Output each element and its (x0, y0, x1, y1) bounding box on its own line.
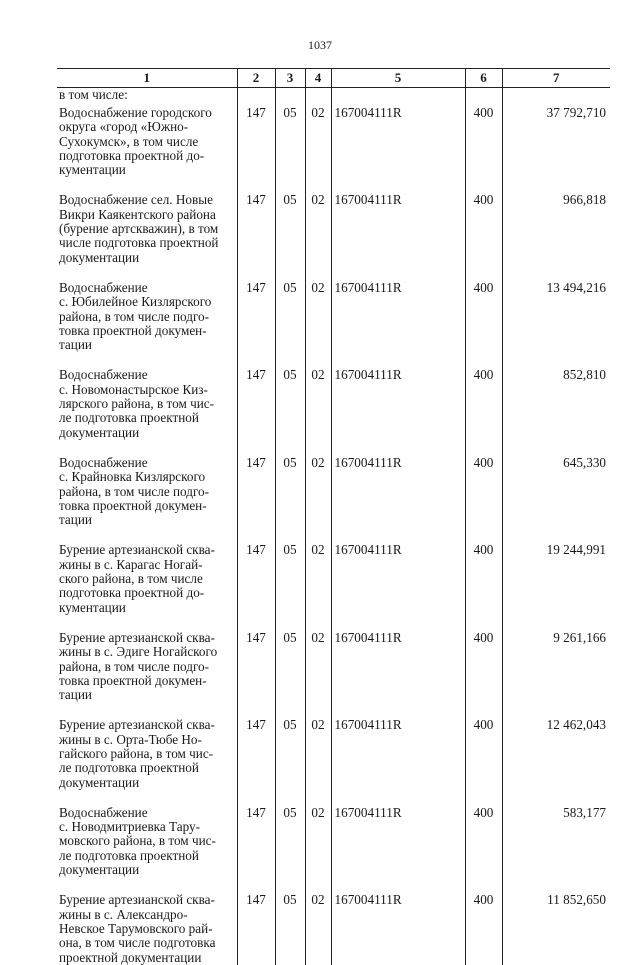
row-col-3: 05 (275, 543, 305, 614)
row-name-line: Водоснабжение сел. Новые (59, 192, 213, 208)
row-name-line: Водоснабжение (59, 279, 148, 295)
row-col-4: 02 (305, 893, 331, 964)
row-col-6: 400 (465, 893, 502, 964)
row-name-line: документации (59, 249, 140, 265)
row-name-line: района, в том числе подго- (59, 658, 210, 674)
row-col-6: 400 (465, 368, 502, 439)
row-col-6: 400 (465, 631, 502, 702)
row-amount: 645,330 (502, 456, 610, 527)
header-col-2: 2 (237, 69, 275, 88)
row-code: 167004111R (331, 368, 465, 439)
row-name-line: числе подготовка проектной (59, 235, 219, 251)
row-name-line: она, в том числе подготовка (59, 935, 216, 951)
header-col-1: 1 (57, 69, 237, 88)
row-spacer (57, 615, 610, 631)
row-name (57, 106, 237, 177)
row-name-line: лярского района, в том чис- (59, 396, 215, 412)
row-name (57, 456, 237, 527)
row-name-line: Бурение артезианской сква- (59, 717, 215, 733)
row-spacer (57, 440, 610, 456)
row-name-line: Невское Тарумовского рай- (59, 920, 213, 936)
header-col-5: 5 (331, 69, 465, 88)
row-code: 167004111R (331, 806, 465, 877)
table-row (57, 106, 610, 177)
table-row (57, 543, 610, 614)
row-col-2: 147 (237, 631, 275, 702)
row-name (57, 368, 237, 439)
row-name-line: Водоснабжение (59, 454, 148, 470)
table-row (57, 368, 610, 439)
row-name-line: подготовка проектной до- (59, 147, 205, 163)
row-col-2: 147 (237, 456, 275, 527)
row-amount: 11 852,650 (502, 893, 610, 964)
row-code: 167004111R (331, 281, 465, 352)
row-name (57, 631, 237, 702)
row-code: 167004111R (331, 193, 465, 264)
row-amount: 583,177 (502, 806, 610, 877)
row-name-line: округа «город «Южно- (59, 119, 189, 135)
row-col-3: 05 (275, 631, 305, 702)
row-name-line: кументации (59, 162, 126, 178)
row-col-2: 147 (237, 106, 275, 177)
row-name-line: Бурение артезианской сква- (59, 542, 215, 558)
row-name-line: товка проектной докумен- (59, 497, 207, 513)
row-name (57, 543, 237, 614)
row-col-3: 05 (275, 718, 305, 789)
row-amount: 19 244,991 (502, 543, 610, 614)
row-col-3: 05 (275, 456, 305, 527)
row-col-6: 400 (465, 281, 502, 352)
row-col-2: 147 (237, 893, 275, 964)
table-row (57, 281, 610, 352)
row-amount: 9 261,166 (502, 631, 610, 702)
row-spacer (57, 265, 610, 281)
row-name-line: ле подготовка проектной (59, 410, 199, 426)
table-row (57, 193, 610, 264)
row-amount: 852,810 (502, 368, 610, 439)
row-name (57, 718, 237, 789)
table-row (57, 806, 610, 877)
row-name-line: тации (59, 337, 92, 353)
row-name-line: гайского района, в том чис- (59, 745, 214, 761)
row-col-2: 147 (237, 281, 275, 352)
row-spacer (57, 790, 610, 806)
row-name-line: Бурение артезианской сква- (59, 629, 215, 645)
budget-table (57, 68, 610, 965)
row-col-4: 02 (305, 193, 331, 264)
row-col-2: 147 (237, 543, 275, 614)
row-col-4: 02 (305, 543, 331, 614)
row-name-line: Бурение артезианской сква- (59, 892, 215, 908)
row-col-4: 02 (305, 106, 331, 177)
row-name-line: Водоснабжение (59, 804, 148, 820)
table-row (57, 718, 610, 789)
row-name-line: ле подготовка проектной (59, 847, 199, 863)
subheader-row (57, 88, 610, 107)
table-row (57, 456, 610, 527)
row-col-2: 147 (237, 718, 275, 789)
row-name-line: жины в с. Эдиге Ногайского (59, 644, 218, 660)
row-col-3: 05 (275, 893, 305, 964)
row-col-4: 02 (305, 456, 331, 527)
header-col-7: 7 (502, 69, 610, 88)
row-col-6: 400 (465, 193, 502, 264)
row-name-line: жины в с. Александро- (59, 906, 188, 922)
row-name-line: с. Новомонастырское Киз- (59, 381, 208, 397)
page-number: 1037 (308, 38, 332, 52)
row-name-line: (бурение артскважин), в том (59, 221, 219, 237)
row-name (57, 193, 237, 264)
row-name-line: документации (59, 424, 140, 440)
row-col-6: 400 (465, 543, 502, 614)
row-name-line: жины в с. Карагас Ногай- (59, 556, 203, 572)
row-col-3: 05 (275, 281, 305, 352)
row-name-line: проектной документации (59, 949, 202, 965)
row-name-line: ле подготовка проектной (59, 760, 199, 776)
row-code: 167004111R (331, 631, 465, 702)
row-col-3: 05 (275, 368, 305, 439)
row-amount: 37 792,710 (502, 106, 610, 177)
row-col-3: 05 (275, 106, 305, 177)
row-code: 167004111R (331, 543, 465, 614)
row-spacer (57, 527, 610, 543)
row-col-4: 02 (305, 281, 331, 352)
row-name (57, 893, 237, 964)
row-spacer (57, 702, 610, 718)
row-name-line: Водоснабжение городского (59, 105, 212, 120)
row-amount: 12 462,043 (502, 718, 610, 789)
row-name-line: товка проектной докумен- (59, 322, 207, 338)
table-row (57, 893, 610, 964)
row-col-2: 147 (237, 193, 275, 264)
row-col-6: 400 (465, 718, 502, 789)
row-code: 167004111R (331, 718, 465, 789)
row-spacer (57, 877, 610, 893)
row-code: 167004111R (331, 456, 465, 527)
row-col-4: 02 (305, 806, 331, 877)
row-col-4: 02 (305, 368, 331, 439)
row-spacer (57, 352, 610, 368)
row-name-line: ского района, в том числе (59, 571, 203, 587)
row-name (57, 281, 237, 352)
row-name-line: документации (59, 862, 140, 878)
row-col-4: 02 (305, 631, 331, 702)
row-name-line: Викри Каякентского района (59, 206, 216, 222)
row-col-2: 147 (237, 368, 275, 439)
row-name (57, 806, 237, 877)
row-col-6: 400 (465, 806, 502, 877)
row-spacer (57, 177, 610, 193)
row-col-4: 02 (305, 718, 331, 789)
row-col-2: 147 (237, 806, 275, 877)
row-name-line: тации (59, 687, 92, 703)
row-name-line: товка проектной докумен- (59, 672, 207, 688)
header-row (57, 69, 610, 88)
row-name-line: с. Юбилейное Кизлярского (59, 294, 212, 310)
row-amount: 13 494,216 (502, 281, 610, 352)
subheader-label: в том числе: (59, 87, 128, 102)
header-col-4: 4 (305, 69, 331, 88)
row-col-6: 400 (465, 456, 502, 527)
row-amount: 966,818 (502, 193, 610, 264)
row-name-line: жины в с. Орта-Тюбе Но- (59, 731, 202, 747)
table-row (57, 631, 610, 702)
row-code: 167004111R (331, 893, 465, 964)
row-name-line: района, в том числе подго- (59, 308, 210, 324)
header-col-6: 6 (465, 69, 502, 88)
row-name-line: документации (59, 774, 140, 790)
row-name-line: Водоснабжение (59, 367, 148, 383)
row-col-3: 05 (275, 806, 305, 877)
row-code: 167004111R (331, 106, 465, 177)
row-name-line: мовского района, в том чис- (59, 833, 216, 849)
row-name-line: района, в том числе подго- (59, 483, 210, 499)
header-col-3: 3 (275, 69, 305, 88)
row-col-6: 400 (465, 106, 502, 177)
row-name-line: Сухокумск», в том числе (59, 133, 199, 149)
row-name-line: кументации (59, 599, 126, 615)
row-name-line: тации (59, 512, 92, 528)
row-name-line: с. Крайновка Кизлярского (59, 469, 206, 485)
row-name-line: подготовка проектной до- (59, 585, 205, 601)
row-col-3: 05 (275, 193, 305, 264)
row-name-line: с. Новодмитриевка Тару- (59, 819, 201, 835)
